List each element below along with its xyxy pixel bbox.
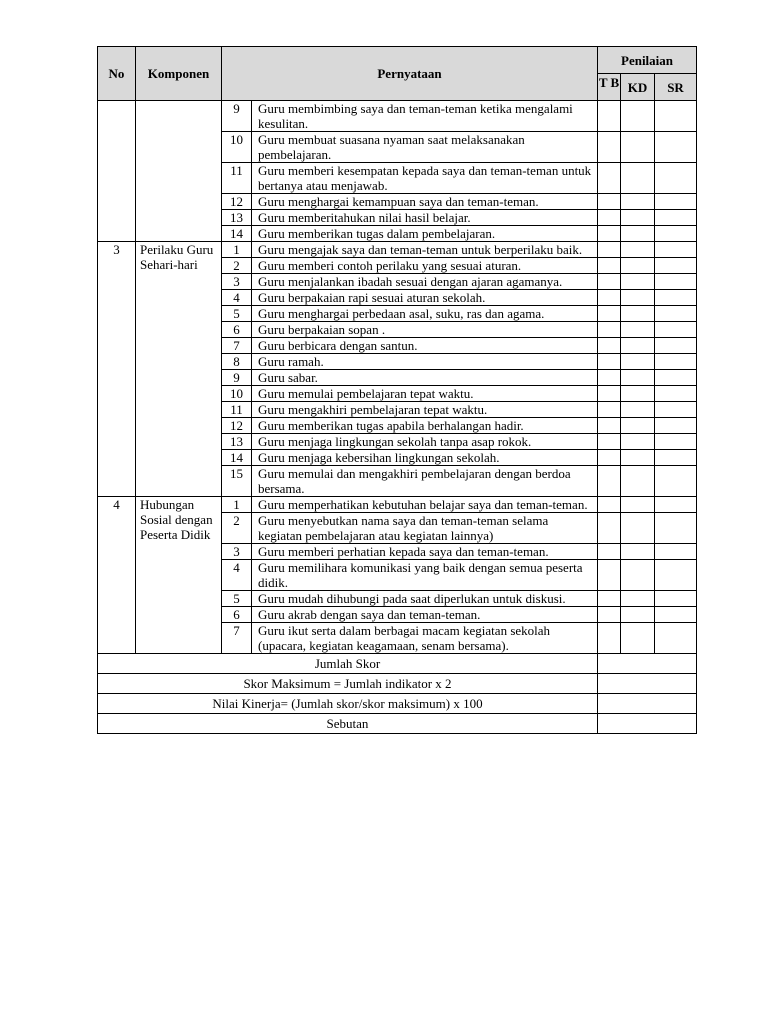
score-cell-kd[interactable] <box>621 101 655 132</box>
summary-label: Jumlah Skor <box>98 654 598 674</box>
item-statement: Guru berbicara dengan santun. <box>252 338 598 354</box>
item-number: 14 <box>222 450 252 466</box>
score-cell-sr[interactable] <box>655 163 697 194</box>
item-statement: Guru memberikan tugas dalam pembelajaran. <box>252 226 598 242</box>
score-cell-tb[interactable] <box>598 513 621 544</box>
item-number: 4 <box>222 290 252 306</box>
score-cell-sr[interactable] <box>655 132 697 163</box>
item-statement: Guru membuat suasana nyaman saat melaksanakan pembelajaran. <box>252 132 598 163</box>
item-number: 1 <box>222 242 252 258</box>
summary-row <box>98 714 697 734</box>
score-cell-tb[interactable] <box>598 544 621 560</box>
item-number: 3 <box>222 274 252 290</box>
score-cell-sr[interactable] <box>655 497 697 513</box>
score-cell-kd[interactable] <box>621 163 655 194</box>
item-statement: Guru berpakaian sopan . <box>252 322 598 338</box>
score-cell-kd[interactable] <box>621 132 655 163</box>
section-komponen: Hubungan Sosial dengan Peserta Didik <box>136 497 222 654</box>
header-no: No <box>98 47 136 101</box>
item-statement: Guru memperhatikan kebutuhan belajar saya dan teman-teman. <box>252 497 598 513</box>
summary-row <box>98 694 697 714</box>
score-cell-sr[interactable] <box>655 591 697 607</box>
summary-label: Nilai Kinerja= (Jumlah skor/skor maksimum) x 100 <box>98 694 598 714</box>
score-cell-tb[interactable] <box>598 338 621 354</box>
score-cell-kd[interactable] <box>621 338 655 354</box>
item-number: 12 <box>222 418 252 434</box>
item-statement: Guru memberitahukan nilai hasil belajar. <box>252 210 598 226</box>
item-number: 14 <box>222 226 252 242</box>
score-cell-tb[interactable] <box>598 450 621 466</box>
score-cell-tb[interactable] <box>598 322 621 338</box>
score-cell-tb[interactable] <box>598 466 621 497</box>
item-statement: Guru mengajak saya dan teman-teman untuk berperilaku baik. <box>252 242 598 258</box>
item-statement: Guru memberi perhatian kepada saya dan teman-teman. <box>252 544 598 560</box>
score-cell-sr[interactable] <box>655 226 697 242</box>
score-cell-sr[interactable] <box>655 194 697 210</box>
item-statement: Guru akrab dengan saya dan teman-teman. <box>252 607 598 623</box>
score-cell-sr[interactable] <box>655 623 697 654</box>
score-cell-kd[interactable] <box>621 354 655 370</box>
table-row <box>98 101 697 132</box>
score-cell-tb[interactable] <box>598 306 621 322</box>
score-cell-kd[interactable] <box>621 418 655 434</box>
table-row <box>98 497 697 513</box>
score-cell-kd[interactable] <box>621 258 655 274</box>
item-statement: Guru memberi kesempatan kepada saya dan teman-teman untuk bertanya atau menjawab. <box>252 163 598 194</box>
score-cell-sr[interactable] <box>655 560 697 591</box>
summary-value-cell[interactable] <box>598 674 697 694</box>
item-statement: Guru menghargai perbedaan asal, suku, ras dan agama. <box>252 306 598 322</box>
summary-value-cell[interactable] <box>598 654 697 674</box>
score-cell-sr[interactable] <box>655 466 697 497</box>
score-cell-tb[interactable] <box>598 132 621 163</box>
section-komponen <box>136 101 222 242</box>
item-statement: Guru membimbing saya dan teman-teman ketika mengalami kesulitan. <box>252 101 598 132</box>
item-statement: Guru sabar. <box>252 370 598 386</box>
score-cell-tb[interactable] <box>598 258 621 274</box>
item-statement: Guru ramah. <box>252 354 598 370</box>
score-cell-sr[interactable] <box>655 322 697 338</box>
item-number: 11 <box>222 402 252 418</box>
score-cell-kd[interactable] <box>621 226 655 242</box>
score-cell-kd[interactable] <box>621 194 655 210</box>
item-number: 13 <box>222 434 252 450</box>
score-cell-kd[interactable] <box>621 306 655 322</box>
score-cell-sr[interactable] <box>655 370 697 386</box>
score-cell-kd[interactable] <box>621 607 655 623</box>
table-row <box>98 242 697 258</box>
score-cell-tb[interactable] <box>598 163 621 194</box>
score-cell-sr[interactable] <box>655 450 697 466</box>
score-cell-sr[interactable] <box>655 354 697 370</box>
score-cell-tb[interactable] <box>598 370 621 386</box>
section-number: 3 <box>98 242 136 497</box>
score-cell-tb[interactable] <box>598 402 621 418</box>
score-cell-sr[interactable] <box>655 210 697 226</box>
score-cell-sr[interactable] <box>655 607 697 623</box>
score-cell-sr[interactable] <box>655 402 697 418</box>
header-tb-label: T B <box>598 75 620 90</box>
score-cell-kd[interactable] <box>621 450 655 466</box>
item-number: 5 <box>222 306 252 322</box>
score-cell-tb[interactable] <box>598 354 621 370</box>
item-number: 12 <box>222 194 252 210</box>
score-cell-sr[interactable] <box>655 418 697 434</box>
section-number: 4 <box>98 497 136 654</box>
score-cell-tb[interactable] <box>598 274 621 290</box>
header-sr: SR <box>655 74 697 101</box>
item-number: 9 <box>222 101 252 132</box>
header-pernyataan: Pernyataan <box>222 47 598 101</box>
item-statement: Guru menyebutkan nama saya dan teman-teman selama kegiatan pembelajaran atau kegiatan lainnya) <box>252 513 598 544</box>
item-statement: Guru menjalankan ibadah sesuai dengan ajaran agamanya. <box>252 274 598 290</box>
item-number: 2 <box>222 513 252 544</box>
score-cell-tb[interactable] <box>598 591 621 607</box>
item-statement: Guru menjaga kebersihan lingkungan sekolah. <box>252 450 598 466</box>
item-number: 11 <box>222 163 252 194</box>
score-cell-kd[interactable] <box>621 497 655 513</box>
item-number: 6 <box>222 322 252 338</box>
item-statement: Guru menjaga lingkungan sekolah tanpa asap rokok. <box>252 434 598 450</box>
score-cell-kd[interactable] <box>621 560 655 591</box>
score-cell-kd[interactable] <box>621 544 655 560</box>
score-cell-kd[interactable] <box>621 623 655 654</box>
score-cell-kd[interactable] <box>621 274 655 290</box>
score-cell-sr[interactable] <box>655 386 697 402</box>
score-cell-sr[interactable] <box>655 338 697 354</box>
score-cell-sr[interactable] <box>655 513 697 544</box>
score-cell-kd[interactable] <box>621 402 655 418</box>
score-cell-kd[interactable] <box>621 322 655 338</box>
score-cell-tb[interactable] <box>598 226 621 242</box>
table-footer <box>98 654 697 734</box>
item-number: 4 <box>222 560 252 591</box>
score-cell-kd[interactable] <box>621 370 655 386</box>
score-cell-tb[interactable] <box>598 242 621 258</box>
item-number: 15 <box>222 466 252 497</box>
item-number: 10 <box>222 386 252 402</box>
section-number <box>98 101 136 242</box>
score-cell-tb[interactable] <box>598 434 621 450</box>
score-cell-tb[interactable] <box>598 194 621 210</box>
summary-value-cell[interactable] <box>598 714 697 734</box>
item-number: 3 <box>222 544 252 560</box>
table-body <box>98 101 697 654</box>
score-cell-kd[interactable] <box>621 466 655 497</box>
score-cell-kd[interactable] <box>621 434 655 450</box>
summary-value-cell[interactable] <box>598 694 697 714</box>
score-cell-tb[interactable] <box>598 210 621 226</box>
item-statement: Guru berpakaian rapi sesuai aturan sekolah. <box>252 290 598 306</box>
score-cell-tb[interactable] <box>598 497 621 513</box>
item-number: 9 <box>222 370 252 386</box>
score-cell-kd[interactable] <box>621 513 655 544</box>
item-number: 7 <box>222 623 252 654</box>
score-cell-tb[interactable] <box>598 386 621 402</box>
item-statement: Guru mengakhiri pembelajaran tepat waktu. <box>252 402 598 418</box>
item-number: 10 <box>222 132 252 163</box>
item-number: 5 <box>222 591 252 607</box>
item-number: 2 <box>222 258 252 274</box>
score-cell-kd[interactable] <box>621 210 655 226</box>
summary-row <box>98 654 697 674</box>
score-cell-kd[interactable] <box>621 591 655 607</box>
score-cell-sr[interactable] <box>655 290 697 306</box>
item-number: 1 <box>222 497 252 513</box>
score-cell-tb[interactable] <box>598 290 621 306</box>
score-cell-tb[interactable] <box>598 560 621 591</box>
item-statement: Guru mudah dihubungi pada saat diperlukan untuk diskusi. <box>252 591 598 607</box>
score-cell-tb[interactable] <box>598 607 621 623</box>
score-cell-sr[interactable] <box>655 274 697 290</box>
score-cell-sr[interactable] <box>655 258 697 274</box>
score-cell-kd[interactable] <box>621 386 655 402</box>
score-cell-sr[interactable] <box>655 242 697 258</box>
item-statement: Guru memberikan tugas apabila berhalangan hadir. <box>252 418 598 434</box>
item-statement: Guru memberi contoh perilaku yang sesuai aturan. <box>252 258 598 274</box>
item-number: 8 <box>222 354 252 370</box>
score-cell-kd[interactable] <box>621 242 655 258</box>
summary-row <box>98 674 697 694</box>
table-header <box>98 47 697 101</box>
item-number: 6 <box>222 607 252 623</box>
item-number: 13 <box>222 210 252 226</box>
summary-label: Sebutan <box>98 714 598 734</box>
score-cell-kd[interactable] <box>621 290 655 306</box>
header-komponen: Komponen <box>136 47 222 101</box>
score-cell-sr[interactable] <box>655 544 697 560</box>
header-kd: KD <box>621 74 655 101</box>
score-cell-tb[interactable] <box>598 623 621 654</box>
score-cell-sr[interactable] <box>655 101 697 132</box>
item-statement: Guru menghargai kemampuan saya dan teman-teman. <box>252 194 598 210</box>
item-statement: Guru memulai pembelajaran tepat waktu. <box>252 386 598 402</box>
score-cell-sr[interactable] <box>655 306 697 322</box>
score-cell-sr[interactable] <box>655 434 697 450</box>
item-number: 7 <box>222 338 252 354</box>
item-statement: Guru ikut serta dalam berbagai macam kegiatan sekolah (upacara, kegiatan keagamaan, senam bersama). <box>252 623 598 654</box>
item-statement: Guru memulai dan mengakhiri pembelajaran dengan berdoa bersama. <box>252 466 598 497</box>
score-cell-tb[interactable] <box>598 418 621 434</box>
section-komponen: Perilaku Guru Sehari-hari <box>136 242 222 497</box>
item-statement: Guru memilihara komunikasi yang baik dengan semua peserta didik. <box>252 560 598 591</box>
header-tb <box>598 74 621 101</box>
header-penilaian: Penilaian <box>598 47 697 74</box>
summary-label: Skor Maksimum = Jumlah indikator x 2 <box>98 674 598 694</box>
assessment-table <box>97 46 697 734</box>
score-cell-tb[interactable] <box>598 101 621 132</box>
